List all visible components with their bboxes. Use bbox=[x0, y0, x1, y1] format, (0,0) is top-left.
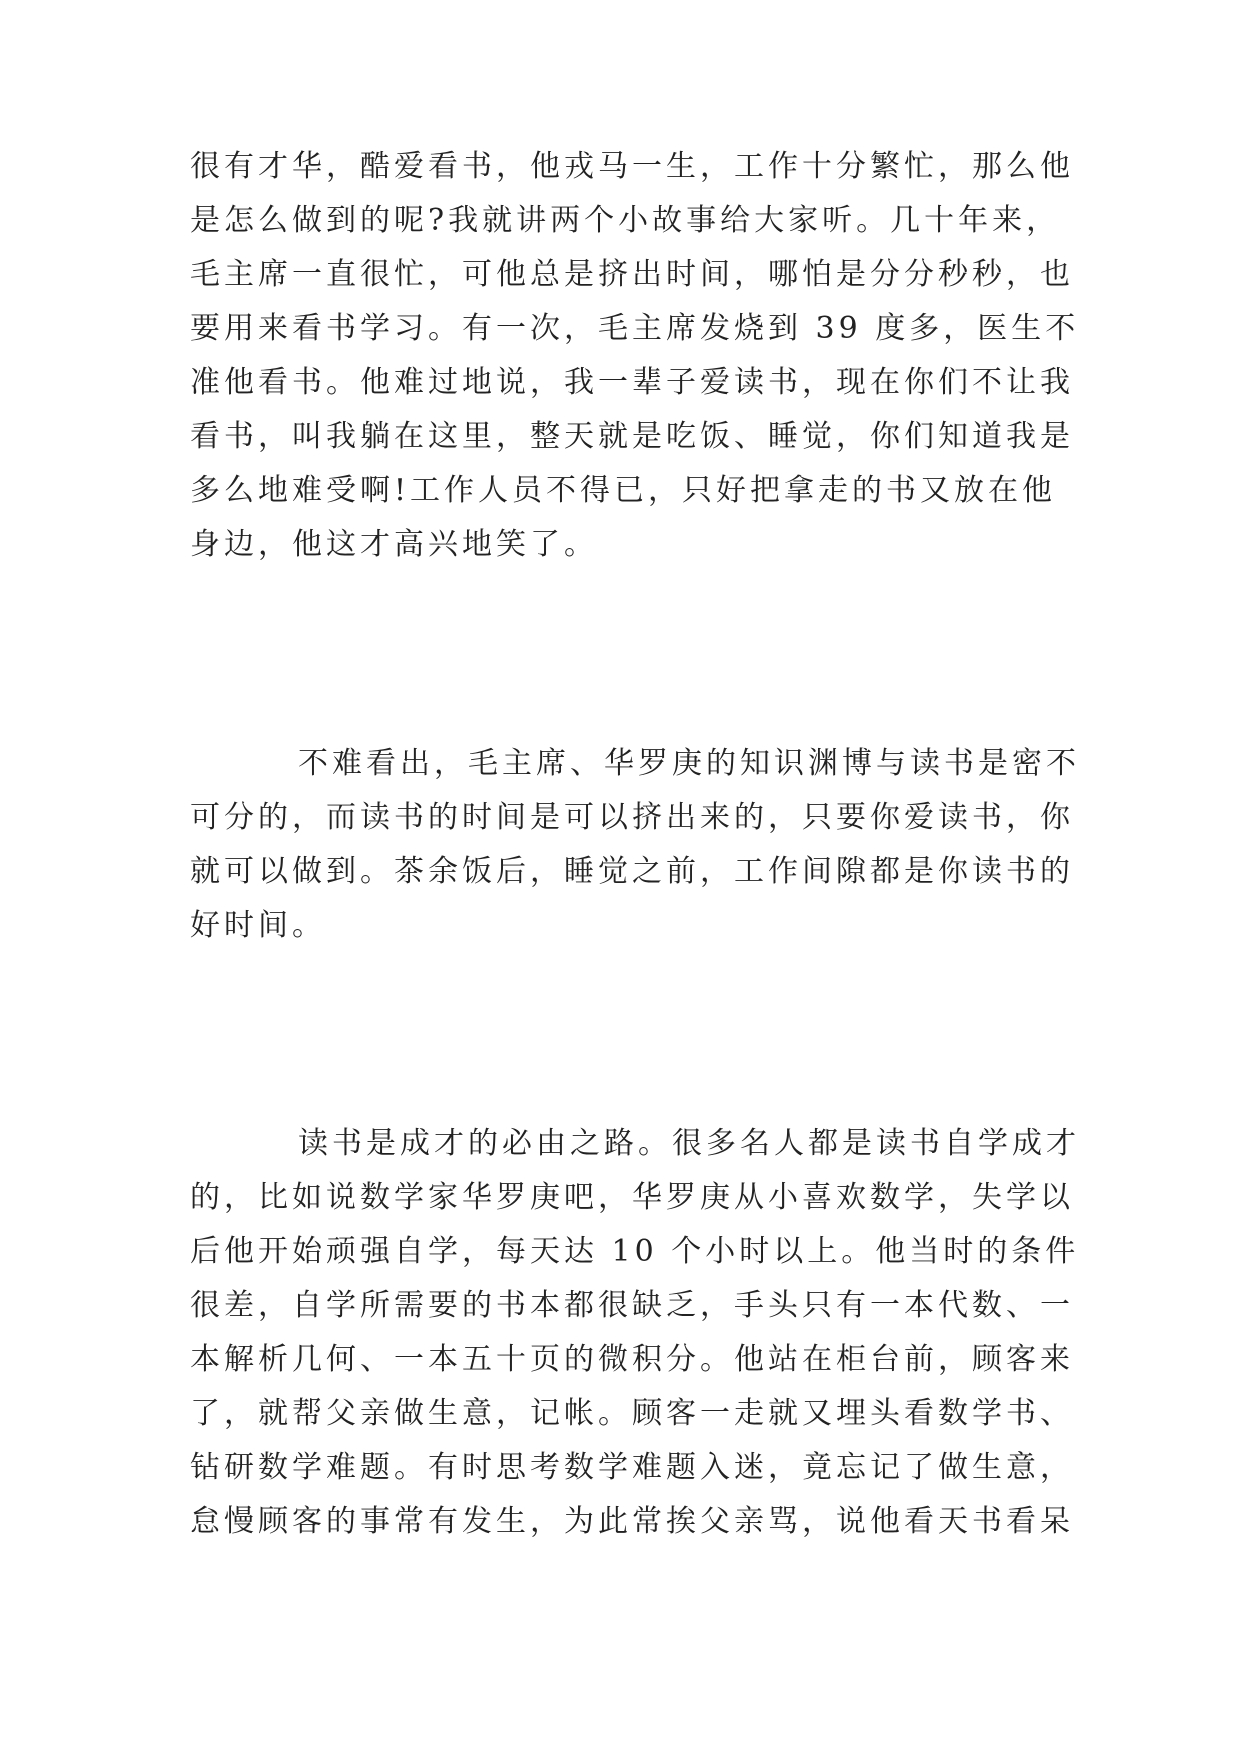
text-line: 身边，他这才高兴地笑了。 bbox=[190, 527, 598, 562]
text-line: 很差，自学所需要的书本都很缺乏，手头只有一本代数、一 bbox=[190, 1288, 1074, 1323]
text-line: 钻研数学难题。有时思考数学难题入迷，竟忘记了做生意， bbox=[190, 1450, 1074, 1485]
text-line: 是怎么做到的呢?我就讲两个小故事给大家听。几十年来， bbox=[190, 203, 1061, 238]
text-line: 好时间。 bbox=[190, 908, 326, 943]
text-line: 可分的，而读书的时间是可以挤出来的，只要你爱读书，你 bbox=[190, 800, 1074, 835]
text-line: 毛主席一直很忙，可他总是挤出时间，哪怕是分分秒秒，也 bbox=[190, 257, 1074, 292]
text-line: 要用来看书学习。有一次，毛主席发烧到 39 度多，医生不 bbox=[190, 311, 1080, 346]
text-line: 就可以做到。茶余饭后，睡觉之前，工作间隙都是你读书的 bbox=[190, 854, 1074, 889]
text-line: 准他看书。他难过地说，我一辈子爱读书，现在你们不让我 bbox=[190, 365, 1074, 400]
text-line: 看书，叫我躺在这里，整天就是吃饭、睡觉，你们知道我是 bbox=[190, 419, 1074, 454]
text-line: 多么地难受啊!工作人员不得已，只好把拿走的书又放在他 bbox=[190, 473, 1057, 508]
text-line: 很有才华，酷爱看书，他戎马一生，工作十分繁忙，那么他 bbox=[190, 149, 1074, 184]
text-line: 的，比如说数学家华罗庚吧，华罗庚从小喜欢数学，失学以 bbox=[190, 1180, 1074, 1215]
text-line: 后他开始顽强自学，每天达 10 个小时以上。他当时的条件 bbox=[190, 1234, 1080, 1269]
text-line: 怠慢顾客的事常有发生，为此常挨父亲骂，说他看天书看呆 bbox=[190, 1504, 1074, 1539]
text-line: 了，就帮父亲做生意，记帐。顾客一走就又埋头看数学书、 bbox=[190, 1396, 1074, 1431]
text-line: 读书是成才的必由之路。很多名人都是读书自学成才 bbox=[298, 1126, 1080, 1161]
text-line: 不难看出，毛主席、华罗庚的知识渊博与读书是密不 bbox=[298, 746, 1080, 781]
text-line: 本解析几何、一本五十页的微积分。他站在柜台前，顾客来 bbox=[190, 1342, 1074, 1377]
